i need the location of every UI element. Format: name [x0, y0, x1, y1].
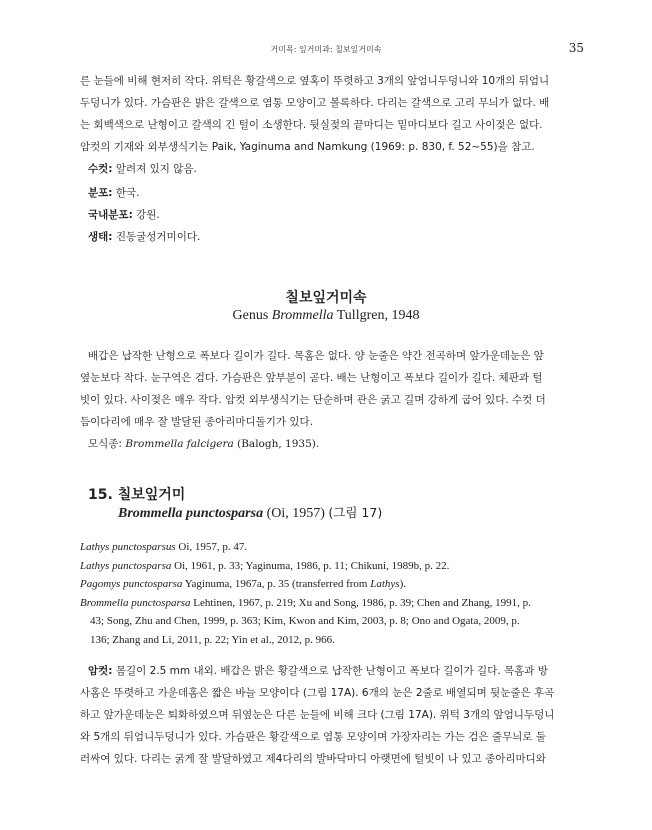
type-species-author: (Balogh, 1935). — [233, 438, 320, 450]
species-scientific-heading — [118, 503, 382, 522]
distribution-block — [80, 182, 585, 248]
domestic-distribution-label: 국내분포: — [88, 209, 133, 221]
synonym-continuation: 136; Zhang and Li, 2011, p. 22; Yin et al., 2012, p. 966. — [90, 633, 335, 646]
male-label: 수컷: — [88, 163, 113, 175]
male-line — [80, 158, 585, 180]
synonym-entry — [80, 557, 585, 576]
genus-description — [80, 345, 585, 455]
text-line: 른 눈들에 비해 현저히 작다. 위턱은 황갈색으로 옆혹이 뚜렷하고 3개의 앞엄니두덩니와 10개의 뒤엄니 — [80, 75, 550, 87]
text-line: 와 5개의 뒤엄니두덩니가 있다. 가슴판은 황갈색으로 염통 모양이며 가장자리는 가는 검은 줄무늬로 둘 — [80, 731, 546, 743]
genus-title-korean: 칠보잎거미속 — [285, 290, 367, 306]
synonym-entry — [80, 575, 585, 594]
text-line: 듬이다리에 매우 잘 발달된 종아리마디돌기가 있다. — [80, 416, 314, 428]
ecology-value: 진동굴성거미이다. — [115, 231, 201, 243]
type-species-name: Brommella falcigera — [125, 438, 234, 450]
text-line: 사홈은 뚜렷하고 가운데홈은 짧은 바늘 모양이다 (그림 17A). 6개의 눈은 2줄로 배열되며 뒷눈줄은 후곡 — [80, 687, 555, 699]
distribution-line — [80, 182, 585, 204]
genus-prefix: Genus — [232, 308, 272, 323]
species-name-korean: 칠보잎거미 — [117, 487, 186, 503]
synonym-ref-end: ). — [399, 578, 407, 590]
synonym-ref: Oi, 1957, p. 47. — [175, 541, 248, 553]
female-label: 암컷: — [88, 665, 113, 677]
type-species-label: 모식종: — [88, 438, 122, 450]
synonym-ref: Oi, 1961, p. 33; Yaginuma, 1986, p. 11; Chikuni, 1989b, p. 22. — [171, 559, 450, 572]
text-line: 옆눈보다 작다. 눈구역은 검다. 가슴판은 앞부분이 곧다. 배는 난형이고 폭보다 길이가 길다. 체판과 털 — [80, 372, 543, 384]
synonym-entry — [80, 594, 585, 613]
synonym-ref: Yaginuma, 1967a, p. 35 (transferred from — [182, 578, 371, 590]
species-heading — [88, 484, 185, 504]
synonym-ref: Lehtinen, 1967, p. 219; Xu and Song, 1986, p. 39; Chen and Zhang, 1991, p. — [190, 596, 531, 609]
female-description — [80, 660, 585, 770]
text-line: 두덩니가 있다. 가슴판은 밝은 갈색으로 염통 모양이고 볼록하다. 다리는 갈색으로 고리 무늬가 없다. 배 — [80, 97, 550, 109]
running-header: 거미목: 잎거미과: 칠보잎거미속 — [270, 45, 382, 54]
synonym-continuation: 43; Song, Zhu and Chen, 1999, p. 363; Kim, Kwon and Kim, 2003, p. 8; Ono and Ogata, 2009, p. — [90, 615, 520, 627]
species-number: 15. — [88, 487, 113, 503]
text-line: 러싸여 있다. 다리는 굵게 잘 발달하였고 제4다리의 발바닥마디 아랫면에 털빗이 나 있고 종아리마디와 — [80, 753, 546, 765]
ecology-label: 생태: — [88, 231, 113, 243]
genus-name: Brommella — [271, 308, 334, 323]
synonym-name: Brommella punctosparsa — [80, 596, 191, 609]
type-species-line — [80, 433, 585, 455]
synonym-name: Lathys punctosparsus — [80, 541, 176, 553]
male-text: 알려져 있지 않음. — [115, 163, 197, 175]
species-name-scientific: Brommella punctosparsa — [118, 506, 264, 521]
synonymy-list — [80, 538, 585, 649]
distribution-value: 한국. — [115, 187, 140, 199]
domestic-distribution-line — [80, 204, 585, 226]
text-line: 빗이 있다. 사이젖은 매우 작다. 암컷 외부생식기는 단순하며 관은 굵고 길며 강하게 굽어 있다. 수컷 더 — [80, 394, 546, 406]
synonym-name: Lathys punctosparsa — [80, 559, 172, 572]
synonym-entry — [80, 538, 585, 557]
ecology-line — [80, 226, 585, 248]
text-line: 암컷의 기재와 외부생식기는 Paik, Yaginuma and Namkung (1969: p. 830, f. 52~55)을 참고. — [80, 141, 535, 153]
text-line: 는 회백색으로 난형이고 갈색의 긴 털이 소생한다. 뒷실젖의 끝마디는 밑마디보다 길고 사이젖은 없다. — [80, 119, 543, 131]
genus-title-latin — [0, 308, 652, 324]
page-number: 35 — [568, 41, 584, 55]
genus-author: Tullgren, 1948 — [333, 308, 420, 323]
species-author: (Oi, 1957) — [263, 506, 329, 521]
top-paragraph — [80, 70, 585, 180]
female-text: 몸길이 2.5 mm 내외. 배갑은 밝은 황갈색으로 납작한 난형이고 폭보다 길이가 길다. 목홈과 방 — [115, 665, 548, 677]
species-figure-ref: (그림 17) — [328, 505, 383, 520]
text-line: 하고 앞가운데눈은 퇴화하였으며 뒤옆눈은 다른 눈들에 비해 크다 (그림 17A). 위턱 3개의 앞엄니두덩니 — [80, 709, 555, 721]
text-line: 배갑은 납작한 난형으로 폭보다 길이가 길다. 목홈은 없다. 양 눈줄은 약간 전곡하며 앞가운데눈은 앞 — [88, 350, 544, 362]
synonym-ref-italic: Lathys — [370, 578, 400, 590]
female-first-line — [80, 660, 585, 682]
domestic-distribution-value: 강원. — [136, 209, 160, 221]
synonym-name: Pagomys punctosparsa — [80, 578, 183, 590]
distribution-label: 분포: — [88, 187, 113, 199]
